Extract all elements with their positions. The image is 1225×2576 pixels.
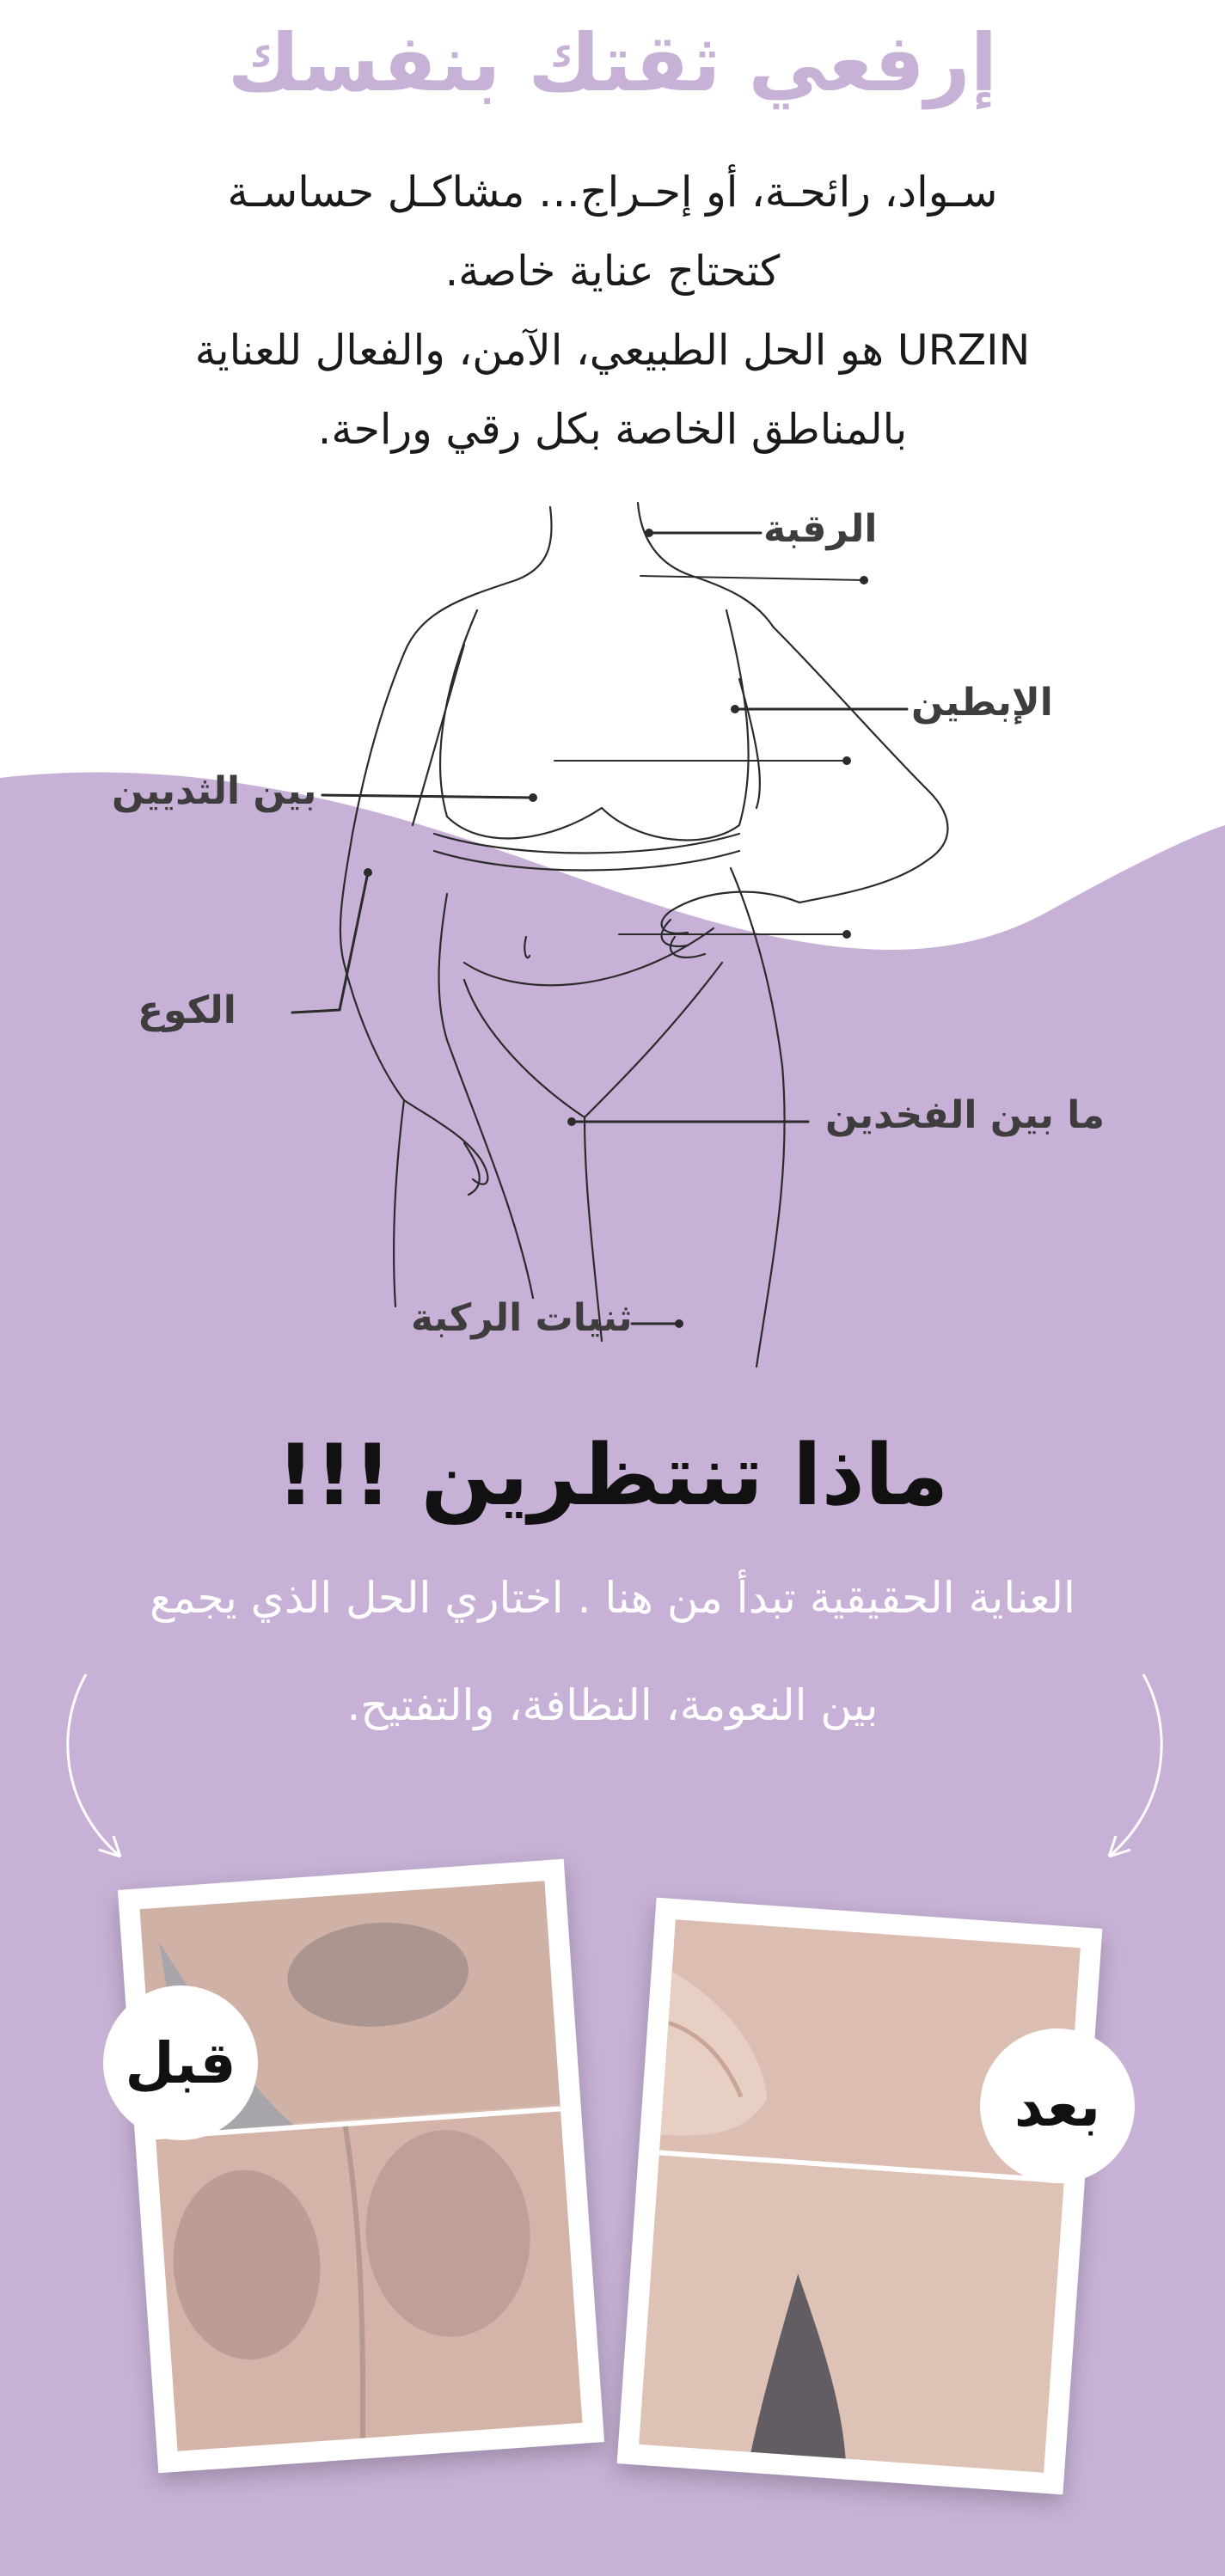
cta-title: ماذا تنتظرين !!! [276, 1427, 949, 1525]
curved-arrow-left-icon [52, 1667, 146, 1874]
after-skin-illustration [639, 1919, 1081, 2472]
intro-line-1: سـواد، رائحـة، أو إحـراج… مشاكـل حساسـة [227, 168, 998, 217]
page-title: إرفعي ثقتك بنفسك [227, 17, 998, 109]
intro-line-4: بالمناطق الخاصة بكل رقي وراحة. [317, 405, 908, 454]
label-between-thighs: ما بين الفخدين [825, 1093, 1105, 1137]
before-skin-illustration [140, 1881, 583, 2451]
before-badge: قبل [103, 1986, 258, 2140]
before-photo [118, 1859, 604, 2474]
label-elbow: الكوع [138, 988, 236, 1032]
label-knee-folds: ثنيات الركبة [411, 1296, 633, 1340]
intro-paragraph [86, 153, 1139, 469]
after-badge: بعد [980, 2028, 1135, 2183]
intro-line-2: كتحتاج عناية خاصة. [444, 247, 781, 296]
label-between-breasts: بين الثديين [112, 769, 317, 813]
body-outline-illustration [0, 481, 1225, 1392]
cta-line-1: العناية الحقيقية تبدأ من هنا . اختاري الحل الذي يجمع [150, 1573, 1075, 1623]
intro-line-3: URZIN هو الحل الطبيعي، الآمن، والفعال للعناية [194, 326, 1031, 375]
cta-line-2: بين النعومة، النظافة، والتفتيح. [346, 1680, 879, 1730]
body-diagram [0, 481, 1225, 1392]
after-photo [617, 1898, 1103, 2495]
curved-arrow-right-icon [1083, 1667, 1178, 1874]
label-neck: الرقبة [763, 507, 878, 551]
label-armpits: الإبطين [911, 681, 1053, 725]
